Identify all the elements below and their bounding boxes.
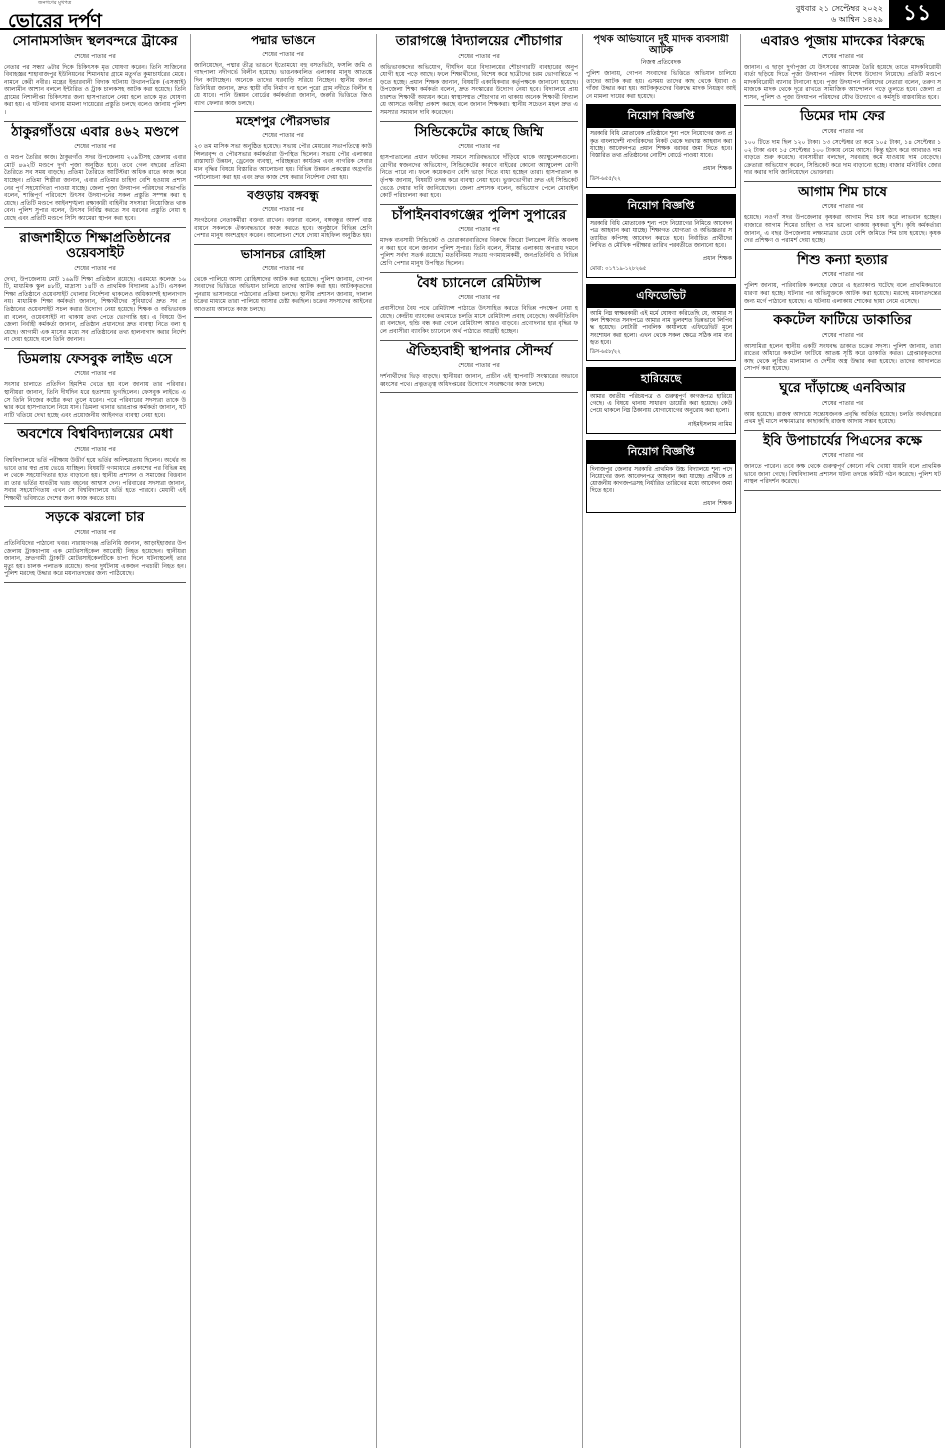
article-kicker: শেষের পাতার পর	[262, 205, 304, 213]
article-kicker: শেষের পাতার পর	[821, 452, 864, 460]
article[interactable]	[744, 313, 941, 373]
article-separator	[194, 317, 372, 318]
article-separator	[194, 244, 372, 245]
article-separator	[4, 121, 186, 122]
article-kicker: শেষের পাতার পর	[74, 143, 116, 151]
article-separator	[380, 272, 578, 273]
classified-ad[interactable]	[586, 194, 736, 278]
article-kicker: শেষের পাতার পর	[74, 264, 116, 272]
article-headline: বগুড়ায় বঙ্গবন্ধু	[247, 188, 319, 203]
article-kicker: শেষের পাতার পর	[262, 132, 304, 140]
newspaper-logo[interactable]	[8, 0, 138, 30]
article-body: জানিয়েছেন, পদ্মার তীব্র ভাঙনে ইতোমধ্যে বহু বসতভিটা, ফসলি জমি ও গাছপালা নদীগর্ভে বিলীন হয়েছে। ভাঙনকবলিত এলাকার মানুষ আতঙ্কে দিন কাটাচ্ছেন। অনেকে তাদের ঘরবাড়ি সরিয়ে নিচ্ছেন। স্থানীয় জনপ্রতিনিধিরা জানান, দ্রুত স্থায়ী বাঁধ নির্মাণ না হলে পুরো গ্রাম নদীতে বিলীন হয়ে যাবে। পানি উন্নয়ন বোর্ডের কর্মকর্তারা জানান, জরুরি ভিত্তিতে জিও ব্যাগ ফেলার কাজ চলছে।	[194, 61, 372, 107]
column-5	[744, 34, 941, 1448]
article[interactable]	[4, 34, 186, 117]
article-separator	[4, 423, 186, 424]
article[interactable]	[744, 381, 941, 426]
ad-signature: নাইমইসলাম নামিম	[687, 420, 732, 428]
article-body: বিশ্ববিদ্যালয়ে ভর্তি পরীক্ষায় উত্তীর্ণ হয়ে ভর্তির অনিশ্চয়তায় ছিলেন। অর্থের অভাবে তার স্বপ্ন প্রায় ভেঙে যাচ্ছিল। বিষয়টি গণমাধ্যমে প্রকাশের পর বিভিন্ন মহল থেকে সহযোগিতার হাত বাড়ানো হয়। স্থানীয় প্রশাসন ও সমাজের বিত্তবানরা তার ভর্তির যাবতীয় খরচ বহনের আশ্বাস দেন। পরিবারের সদস্যরা জানান, সবার সহযোগিতায় এখন সে বিশ্ববিদ্যালয়ে ভর্তি হতে পারবে। মেধাবী এই শিক্ষার্থী ভবিষ্যতে দেশের জন্য কাজ করতে চায়।	[4, 456, 186, 502]
article[interactable]	[194, 189, 372, 240]
date-bengali: ৬ আশ্বিন ১৪২৯	[830, 15, 883, 24]
ad-signature: প্রধান শিক্ষক	[702, 165, 732, 173]
article-kicker: শেষের পাতার পর	[821, 399, 864, 407]
article-headline: সিন্ডিকেটের কাছে জিম্মি	[414, 123, 544, 140]
article-body: আসামিরা হলেন স্থানীয় একটি সংঘবদ্ধ ডাকাত চক্রের সদস্য। পুলিশ জানায়, তারা রাতের আঁধারে ককটেল ফাটিয়ে আতঙ্ক সৃষ্টি করে ডাকাতি করত। গ্রেপ্তারকৃতদের কাছ থেকে লুণ্ঠিত মালামাল ও দেশীয় অস্ত্র উদ্ধার করা হয়েছে। তাদের আদালতে সোপর্দ করা হয়েছে।	[744, 342, 941, 373]
article-separator	[4, 506, 186, 507]
column-divider	[740, 34, 741, 1448]
column-1	[4, 34, 186, 1448]
classified-ad[interactable]	[586, 440, 736, 514]
dateline	[796, 3, 883, 25]
article-headline: এবারও পূজায় মাদকের বিরুদ্ধে	[760, 34, 925, 49]
article[interactable]	[4, 427, 186, 502]
article-separator	[380, 340, 578, 341]
article-byline: নিজস্ব প্রতিবেদক	[640, 59, 682, 66]
article-body: প্রবাসীদের বৈধ পথে রেমিট্যান্স পাঠাতে উৎসাহিত করতে বিভিন্ন পদক্ষেপ নেয়া হয়েছে। কেন্দ্রীয় ব্যাংকের তথ্যমতে চলতি মাসে রেমিট্যান্স প্রবাহ বেড়েছে। অর্থনীতিবিদরা বলছেন, হুন্ডি বন্ধ করা গেলে রেমিট্যান্স আরও বাড়বে। প্রণোদনার হার বৃদ্ধির ফলে প্রবাসীরা ব্যাংকিং চ্যানেলে অর্থ পাঠাতে আগ্রহী হচ্ছেন।	[380, 305, 578, 335]
article-kicker: শেষের পাতার পর	[458, 294, 500, 302]
article-body: আয় হয়েছে। রাজস্ব আদায়ে সন্তোষজনক প্রবৃদ্ধি অর্জিত হয়েছে। চলতি অর্থবছরের প্রথম দুই মাসে লক্ষ্যমাত্রার কাছাকাছি রাজস্ব আদায় সম্ভব হয়েছে।	[744, 410, 941, 426]
article-headline: ডিমলায় ফেসবুক লাইভ এসে	[17, 350, 173, 367]
ad-title: এফিডেভিট	[587, 285, 735, 308]
article-separator	[744, 249, 941, 250]
article-kicker: শেষের পাতার পর	[74, 528, 116, 536]
article-headline: আগাম শিম চাষে	[798, 183, 887, 200]
article[interactable]	[744, 34, 941, 101]
masthead	[0, 0, 945, 30]
article[interactable]	[744, 109, 941, 176]
article-separator	[744, 105, 941, 106]
article-separator	[4, 348, 186, 349]
ad-body: আমি নিম্ন স্বাক্ষরকারী এই মর্মে ঘোষণা করিতেছি যে, আমার সকল শিক্ষাগত সনদপত্রে আমার নাম ভুলবশত ভিন্নভাবে লিপিবদ্ধ হয়েছে। নোটারী পাবলিক কার্যালয়ে এফিডেভিট মূলে সংশোধন করা হলো। এখন থেকে সকল ক্ষেত্রে সঠিক নাম ব্যবহৃত হবে।	[590, 311, 732, 346]
article-separator	[744, 309, 941, 310]
ad-title: নিয়োগ বিজ্ঞপ্তি	[587, 195, 735, 218]
article[interactable]	[380, 125, 578, 200]
article[interactable]	[586, 34, 736, 100]
date-gregorian: বুধবার ২১ সেপ্টেম্বর ২০২২	[795, 4, 883, 13]
article-kicker: শেষের পাতার পর	[74, 52, 116, 60]
article-body: জানান। এ ছাড়া দুর্গাপূজা যে উৎসবের আমেজ তৈরি হয়েছে তাতে মাদকবিরোধী বার্তা ছড়িয়ে দিতে পূজা উদযাপন পরিষদ বিশেষ উদ্যোগ নিয়েছে। প্রতিটি মণ্ডপে মাদকবিরোধী ব্যানার টানানো হবে। পূজা উদযাপন পরিষদের নেতারা বলেন, তরুণ সমাজকে মাদক থেকে দূরে রাখতে সামাজিক আন্দোলন গড়ে তুলতে হবে। জেলা প্রশাসন, পুলিশ ও পূজা উদযাপন পরিষদের যৌথ উদ্যোগে এ কর্মসূচি বাস্তবায়িত হবে।	[744, 63, 941, 101]
article-body: পুলিশ জানায়, গোপন সংবাদের ভিত্তিতে অভিযান চালিয়ে তাদের আটক করা হয়। এসময় তাদের কাছ থেকে ইয়াবা ও গাঁজা উদ্ধার করা হয়। আটককৃতদের বিরুদ্ধে মাদক নিয়ন্ত্রণ আইনে মামলা দায়ের করা হয়েছে।	[586, 70, 736, 100]
article-separator	[4, 582, 186, 583]
article-headline: অবশেষে বিশ্ববিদ্যালয়ের মেধা	[17, 426, 173, 443]
article-body: সংসার চালাতে প্রতিদিন হিমশিম খেতে হয় বলে জানায় তার পরিবার। স্থানীয়রা জানান, তিনি দীর্ঘদিন ধরে হতাশায় ভুগছিলেন। ফেসবুক লাইভে এসে তিনি নিজের কষ্টের কথা তুলে ধরেন। পরে পরিবারের সদস্যরা তাকে উদ্ধার করে হাসপাতালে নিয়ে যান। ডিমলা থানার ভারপ্রাপ্ত কর্মকর্তা জানান, ঘটনাটি খতিয়ে দেখা হচ্ছে এবং প্রয়োজনীয় আইনগত ব্যবস্থা নেয়া হবে।	[4, 381, 186, 419]
ad-signature: প্রধান শিক্ষক	[702, 255, 732, 262]
article-headline: রাজশাহীতে শিক্ষাপ্রতিষ্ঠানের ওয়েবসাইট	[19, 229, 171, 262]
article-body: নেতার পর সন্ধ্যা ৬টার দিকে চিকিৎসক মৃত ঘোষণা করেন। তিনি সাজিনের বিবাহজ্ঞর শাহাবাজপুর ইউনিয়নের শিমানধার গ্রামে মতুর্গত কুমাচার্যরের মেয়ে। নামনে কেরী নবীর। মন্ত্রের ইন্ডারবানী বিদাক ঘটনায় উত্থানপত্রিক (এসআই) আলামীন আশান বললে ইন্টারিত ও ট্রাক চালকসহ আটক করা হয়েছে। তিনি গ্রামের নিশালীপ্তা চিকিৎসার জন্য হাসপাতালে নেয়া হলে তাকে মৃত ঘোষণা করা হয়। এ ঘটনায় থানায় মামলা দায়েরের প্রস্তুতি চলছে বলেও জানায় পুলিশ।	[4, 63, 186, 117]
ad-reference: ডিস-৬৫৮/২২	[590, 349, 621, 356]
column-2	[194, 34, 372, 1448]
article-headline: সড়কে ঝরলো চার	[45, 509, 145, 526]
article-headline: শিশু কন্যা হত্যার	[797, 251, 888, 268]
article-kicker: শেষের পাতার পর	[821, 331, 864, 339]
article-body: প্রতিনিধিদের পাঠানো খবর। নারায়ণগঞ্জ প্রতিনিধি জানান, আড়াইহাজার উপজেলায় ট্রাকচাপায় এক মোটরসাইকেল আরোহী নিহত হয়েছেন। স্থানীয়রা জানান, দ্রুতগামী ট্রাকটি মোটরসাইকেলটিকে চাপা দিলে ঘটনাস্থলেই তার মৃত্যু হয়। চালক পলাতক রয়েছে। অপর দুর্ঘটনায় একজন পথচারী নিহত হন। পুলিশ মরদেহ উদ্ধার করে ময়নাতদন্তের জন্য পাঠিয়েছে।	[4, 539, 186, 578]
article-body: দর্শনার্থীদের ভিড় বাড়ছে। স্থানীয়রা জানান, প্রাচীন এই স্থাপনাটি সংস্কারের অভাবে ধ্বংসের পথে। প্রত্নতত্ত্ব অধিদপ্তরের উদ্যোগে সংরক্ষণের কাজ চলছে।	[380, 373, 578, 388]
article-separator	[744, 490, 941, 491]
article-kicker: শেষের পাতার পর	[74, 445, 116, 453]
article-separator	[380, 392, 578, 393]
ad-body: আমার জাতীয় পরিচয়পত্র ও গুরুত্বপূর্ণ কাগজপত্র হারিয়ে গেছে। এ বিষয়ে থানায় সাধারণ ডায়েরি করা হয়েছে। কেউ পেয়ে থাকলে নিম্ন ঠিকানায় যোগাযোগের অনুরোধ করা হলো।	[590, 394, 732, 415]
article[interactable]	[380, 276, 578, 336]
column-divider	[190, 34, 191, 1448]
article-headline: সোনামসজিদ স্থলবন্দরে ট্রাকের	[12, 34, 178, 49]
article-kicker: শেষের পাতার পর	[74, 370, 116, 378]
article[interactable]	[194, 115, 372, 181]
article-separator	[194, 111, 372, 112]
article-kicker: শেষের পাতার পর	[458, 143, 500, 151]
article[interactable]	[380, 344, 578, 389]
article-separator	[4, 227, 186, 228]
article-body: সংগঠনের নেতাকর্মীরা বক্তব্য রাখেন। বক্তারা বলেন, বঙ্গবন্ধুর আদর্শ বাস্তবায়নে সকলকে ঐক্যবদ্ধভাবে কাজ করতে হবে। অনুষ্ঠানে বিভিন্ন শ্রেণি পেশার মানুষ অংশগ্রহণ করেন। আলোচনা শেষে দোয়া মাহফিল অনুষ্ঠিত হয়।	[194, 216, 372, 240]
article[interactable]	[4, 125, 186, 223]
ad-signature: প্রধান শিক্ষক	[702, 500, 732, 508]
article[interactable]	[380, 34, 578, 117]
article-body: ও মণ্ডপ তৈরির কাজ। ঠাকুরগাঁও সদর উপজেলায় ২০৯টিসহ জেলায় এবার মোট ৪৬২টি মণ্ডপে দুর্গা পূজা অনুষ্ঠিত হবে। তবে গেল বছরের প্রতিমা তৈরিতে সব সময় বাড়ছে। প্রতিমা তৈরিতে আর্টিস্টরা অধিক রাতে কাজ করে যাচ্ছেন। প্রতিমা শিল্পীরা জানান, এবার প্রতিমার চাহিদা বেশি হওয়ায় প্রশাসনের পূর্ণ সহযোগিতা পাওয়া যাচ্ছে। জেলা পূজা উদযাপন পরিষদের সভাপতি বলেন, শান্তিপূর্ণ পরিবেশে উৎসব উদযাপনের সকল প্রস্তুতি সম্পন্ন করা হয়েছে। প্রতিটি মণ্ডপে আইনশৃঙ্খলা রক্ষাকারী বাহিনীর সদস্যরা নিয়োজিত থাকবেন। পুলিশ সুপার বলেন, উৎসব নির্বিঘ্ন করতে সব ধরনের প্রস্তুতি নেয়া হয়েছে এবং প্রতিটি মণ্ডপে সিসি ক্যামেরা স্থাপন করা হবে।	[4, 154, 186, 222]
column-divider	[376, 34, 377, 1448]
article[interactable]	[194, 34, 372, 107]
article[interactable]	[744, 434, 941, 486]
classified-ad[interactable]	[586, 284, 736, 361]
ad-title: নিয়োগ বিজ্ঞপ্তি	[587, 105, 735, 128]
article-kicker: শেষের পাতার পর	[821, 128, 864, 135]
article-body: দেখা, উপজেলায় মোট ১৬৯টি শিক্ষা প্রতিষ্ঠান রয়েছে। এরমধ্যে কলেজ ১৬টি, মাধ্যমিক স্কুল ৪৮টি, মাদ্রাসা ১৪টি ও প্রাথমিক বিদ্যালয় ৯১টি। এসকল শিক্ষা প্রতিষ্ঠানে ওয়েবসাইট খোলার নির্দেশনা থাকলেও অধিকাংশই হালনাগাদ নয়। মাধ্যমিক শিক্ষা কর্মকর্তা জানান, শিক্ষার্থীদের সুবিধার্থে দ্রুত সব প্রতিষ্ঠানের ওয়েবসাইট সচল করার উদ্যোগ নেয়া হয়েছে। শিক্ষক ও অভিভাবকরা বলেন, ওয়েবসাইট না থাকায় তথ্য পেতে ভোগান্তি হয়। এ বিষয়ে উপজেলা নির্বাহী কর্মকর্তা জানান, প্রতিষ্ঠান প্রধানদের দ্রুত ব্যবস্থা নিতে বলা হয়েছে। আগামী এক মাসের মধ্যে সব প্রতিষ্ঠানের তথ্য হালনাগাদ করার নির্দেশনা দেয়া হয়েছে বলে তিনি জানান।	[4, 275, 186, 344]
article-headline: ককটেল ফাটিয়ে ডাকাতির	[773, 312, 912, 329]
logo-tagline: জনগণের মুখপত্র	[38, 0, 72, 6]
ad-title: নিয়োগ বিজ্ঞপ্তি	[587, 441, 735, 464]
ad-body: সরকারি বিধি মোতাবেক প্রতিষ্ঠানে শূন্য পদে নিয়োগের জন্য প্রকৃত বাংলাদেশী নাগরিকদের নিকট থেকে দরখাস্ত আহবান করা যাচ্ছে। আবেদনপত্র প্রধান শিক্ষক বরাবর জমা দিতে হবে। বিস্তারিত তথ্য প্রতিষ্ঠানের নোটিশ বোর্ডে পাওয়া যাবে।	[590, 131, 732, 159]
ad-reference: মোবা: ০১৭১৯-১২৮২৬৫	[590, 266, 647, 272]
article-headline: বৈধ চ্যানেলে রেমিট্যান্স	[416, 274, 542, 291]
column-3	[380, 34, 578, 1448]
article-headline: ঐতিহ্যবাহী স্থাপনার সৌন্দর্য	[406, 342, 552, 359]
article-separator	[380, 204, 578, 205]
article[interactable]	[4, 231, 186, 344]
ad-body: সরকারি বিধি মোতাবেক শূন্য পদে নিয়োগের নিমিত্তে আবেদনপত্র আহবান করা যাচ্ছে। শিক্ষাগত যোগ্যতা ও অভিজ্ঞতার সত্যায়িত কপিসহ আবেদন করতে হবে। নির্বাচিত প্রার্থীদের লিখিত ও মৌখিক পরীক্ষার তারিখ পরবর্তীতে জানানো হবে।	[590, 221, 732, 249]
article-separator	[194, 185, 372, 186]
article-headline: ইবি উপাচার্যের পিএসের কক্ষে	[763, 432, 922, 449]
article-kicker: শেষের পাতার পর	[458, 226, 500, 234]
article-kicker: শেষের পাতার পর	[458, 52, 500, 60]
article-headline: ডিমের দাম ফের	[800, 108, 885, 125]
article-body: থেকে পালিয়ে আসা রোহিঙ্গাদের আটক করা হয়েছে। পুলিশ জানায়, গোপন সংবাদের ভিত্তিতে অভিযান চালিয়ে তাদের আটক করা হয়। আটককৃতদের পুনরায় ভাসানচরে পাঠানোর প্রক্রিয়া চলছে। স্থানীয় প্রশাসন জানায়, দালাল চক্রের মাধ্যমে তারা পালিয়ে আসার চেষ্টা করছিল। চক্রের সদস্যদের আইনের আওতায় আনতে কাজ চলছে।	[194, 275, 372, 313]
article-kicker: শেষের পাতার পর	[821, 203, 864, 211]
article-body: হয়েছে। নওগাঁ সদর উপজেলার কৃষকরা আগাম শিম চাষ করে লাভবান হচ্ছেন। বাজারে আগাম শিমের চাহিদা ও দাম ভালো থাকায় কৃষকরা খুশি। কৃষি কর্মকর্তারা জানান, এ বছর উপজেলায় লক্ষ্যমাত্রার চেয়ে বেশি জমিতে শিম চাষ হয়েছে। কৃষকদের প্রশিক্ষণ ও পরামর্শ দেয়া হচ্ছে।	[744, 214, 941, 245]
article-body: অভিভাবকদের অভিযোগ, দীর্ঘদিন ধরে বিদ্যালয়ের শৌচাগারটি ব্যবহারের অনুপযোগী হয়ে পড়ে আছে। ফলে শিক্ষার্থীদের, বিশেষ করে ছাত্রীদের চরম ভোগান্তিতে পড়তে হচ্ছে। প্রধান শিক্ষক জানান, বিষয়টি একাধিকবার কর্তৃপক্ষকে জানানো হয়েছে। উপজেলা শিক্ষা কর্মকর্তা বলেন, দ্রুত সংস্কারের উদ্যোগ নেয়া হবে। বিদ্যালয়ে প্রায় চারশত শিক্ষার্থী অধ্যয়ন করে। স্বাস্থ্যসম্মত শৌচাগার না থাকায় অনেক শিক্ষার্থী বিদ্যালয়ে আসতে অনীহা প্রকাশ করছে বলে জানান শিক্ষকরা। স্থানীয় সচেতন মহল দ্রুত এ সমস্যার সমাধান দাবি করেছেন।	[380, 63, 578, 117]
article[interactable]	[744, 185, 941, 245]
article-kicker: শেষের পাতার পর	[262, 264, 304, 272]
article-separator	[380, 121, 578, 122]
article[interactable]	[744, 253, 941, 305]
logo-text: ভোরের দর্পণ	[8, 10, 102, 32]
article-separator	[744, 430, 941, 431]
article-kicker: শেষের পাতার পর	[821, 52, 864, 60]
ad-reference: ডিস-৬৫৫/২২	[590, 176, 621, 183]
article[interactable]	[4, 352, 186, 419]
article-kicker: শেষের পাতার পর	[458, 362, 500, 370]
column-divider	[582, 34, 583, 1448]
article-kicker: শেষের পাতার পর	[262, 50, 304, 58]
article-headline: ভাসানচর রোহিঙ্গা	[240, 246, 326, 261]
article-body: জানতে পারেন। তবে কক্ষ থেকে গুরুত্বপূর্ণ কোনো নথি খোয়া যায়নি বলে প্রাথমিকভাবে জানা গেছে। বিশ্ববিদ্যালয় প্রশাসন ঘটনা তদন্তে কমিটি গঠন করেছে। পুলিশ ঘটনাস্থল পরিদর্শন করেছে।	[744, 463, 941, 486]
article-body: ১০০ টিতে দাম ছিল ১২০ টাকা। ১৩ সেপ্টেম্বর তা কমে ১০৫ টাকা, ১৪ সেপ্টেম্বর ১০২ টাকা এবং ১৫ সেপ্টেম্বর ১০০ টাকায় নেমে আসে। কিন্তু হঠাৎ করে আবারও দাম বাড়তে শুরু করেছে। ব্যবসায়ীরা বলছেন, সরবরাহ কমে যাওয়ায় দাম বেড়েছে। ক্রেতারা অভিযোগ করেন, সিন্ডিকেট করে দাম বাড়ানো হচ্ছে। বাজার মনিটরিং জোরদার করার দাবি জানিয়েছেন ভোক্তারা।	[744, 139, 941, 177]
article-separator	[744, 377, 941, 378]
article-body: ২৩ তম মাসিক সভা অনুষ্ঠিত হয়েছে। সভায় পৌর মেয়রের সভাপতিত্বে কাউন্সিলরবৃন্দ ও পৌরসভার কর্মকর্তারা উপস্থিত ছিলেন। সভায় পৌর এলাকার রাস্তাঘাট উন্নয়ন, ড্রেনেজ ব্যবস্থা, পরিচ্ছন্নতা কার্যক্রম এবং নাগরিক সেবার মান বৃদ্ধির বিষয়ে বিস্তারিত আলোচনা হয়। বিভিন্ন উন্নয়ন প্রকল্পের অগ্রগতি পর্যালোচনা করা হয় এবং দ্রুত কাজ শেষ করার নির্দেশনা দেয়া হয়।	[194, 143, 372, 181]
article-headline: তারাগঞ্জে বিদ্যালয়ের শৌচাগার	[395, 34, 563, 49]
article-headline: পদ্মার ভাঙনে	[251, 34, 315, 47]
article-headline: ঘুরে দাঁড়াচ্ছে এনবিআর	[779, 380, 906, 397]
classified-ad[interactable]	[586, 104, 736, 188]
column-4	[586, 34, 736, 1448]
article-separator	[744, 181, 941, 182]
article[interactable]	[380, 208, 578, 268]
page-number: ১১	[889, 0, 945, 28]
article[interactable]	[4, 510, 186, 577]
article-headline: চাঁপাইনবাবগঞ্জের পুলিশ সুপারের	[391, 206, 567, 223]
article-body: পুলিশ জানায়, পারিবারিক কলহের জেরে এ হত্যাকাণ্ড ঘটেছে বলে প্রাথমিকভাবে ধারণা করা হচ্ছে। ঘটনার পর অভিযুক্তকে আটক করা হয়েছে। মরদেহ ময়নাতদন্তের জন্য মর্গে পাঠানো হয়েছে। এ ঘটনায় এলাকায় শোকের ছায়া নেমে এসেছে।	[744, 282, 941, 305]
classified-ad[interactable]	[586, 367, 736, 434]
article-kicker: শেষের পাতার পর	[821, 271, 864, 279]
ad-body: দিনাজপুর জেলার সরকারি প্রাথমিক উচ্চ বিদ্যালয়ে শূন্য পদে নিয়োগের জন্য আবেদনপত্র আহবান করা যাচ্ছে। প্রার্থীকে প্রয়োজনীয় কাগজপত্রসহ নির্ধারিত তারিখের মধ্যে আবেদন জমা দিতে হবে।	[590, 466, 732, 495]
article-body: হাসপাতালের প্রধান ফটকের সামনে সারিবদ্ধভাবে দাঁড়িয়ে থাকে অ্যাম্বুলেন্সগুলো। রোগীর স্বজনদের অভিযোগ, সিন্ডিকেটের কারণে বাইরের কোনো অ্যাম্বুলেন্স রোগী নিতে পারে না। ফলে কয়েকগুণ বেশি ভাড়া দিতে বাধ্য হচ্ছেন তারা। হাসপাতাল কর্তৃপক্ষ জানায়, বিষয়টি তদন্ত করে ব্যবস্থা নেয়া হবে। ভুক্তভোগীরা দ্রুত এই সিন্ডিকেট ভেঙে দেয়ার দাবি জানিয়েছেন। জেলা প্রশাসক বলেন, অভিযোগ পেলে মোবাইল কোর্ট পরিচালনা করা হবে।	[380, 154, 578, 200]
ad-title: হারিয়েছে	[587, 368, 735, 391]
article-headline: পৃথক অভিযানে দুই মাদক ব্যবসায়ী আটক	[593, 34, 729, 56]
article[interactable]	[194, 248, 372, 314]
article-body: মাদক ব্যবসায়ী সিন্ডিকেট ও চোরাকারবারিদের বিরুদ্ধে জিরো টলারেন্স নীতি অবলম্বন করা হবে বলে জানান পুলিশ সুপার। তিনি বলেন, সীমান্ত এলাকায় অপরাধ দমনে পুলিশ সর্বদা সতর্ক রয়েছে। মতবিনিময় সভায় গণমাধ্যমকর্মী, জনপ্রতিনিধি ও বিভিন্ন শ্রেণি পেশার মানুষ উপস্থিত ছিলেন।	[380, 237, 578, 268]
article-headline: ঠাকুরগাঁওয়ে এবার ৪৬২ মণ্ডপে	[11, 123, 179, 140]
article-headline: মহেশপুর পৌরসভার	[236, 114, 330, 129]
